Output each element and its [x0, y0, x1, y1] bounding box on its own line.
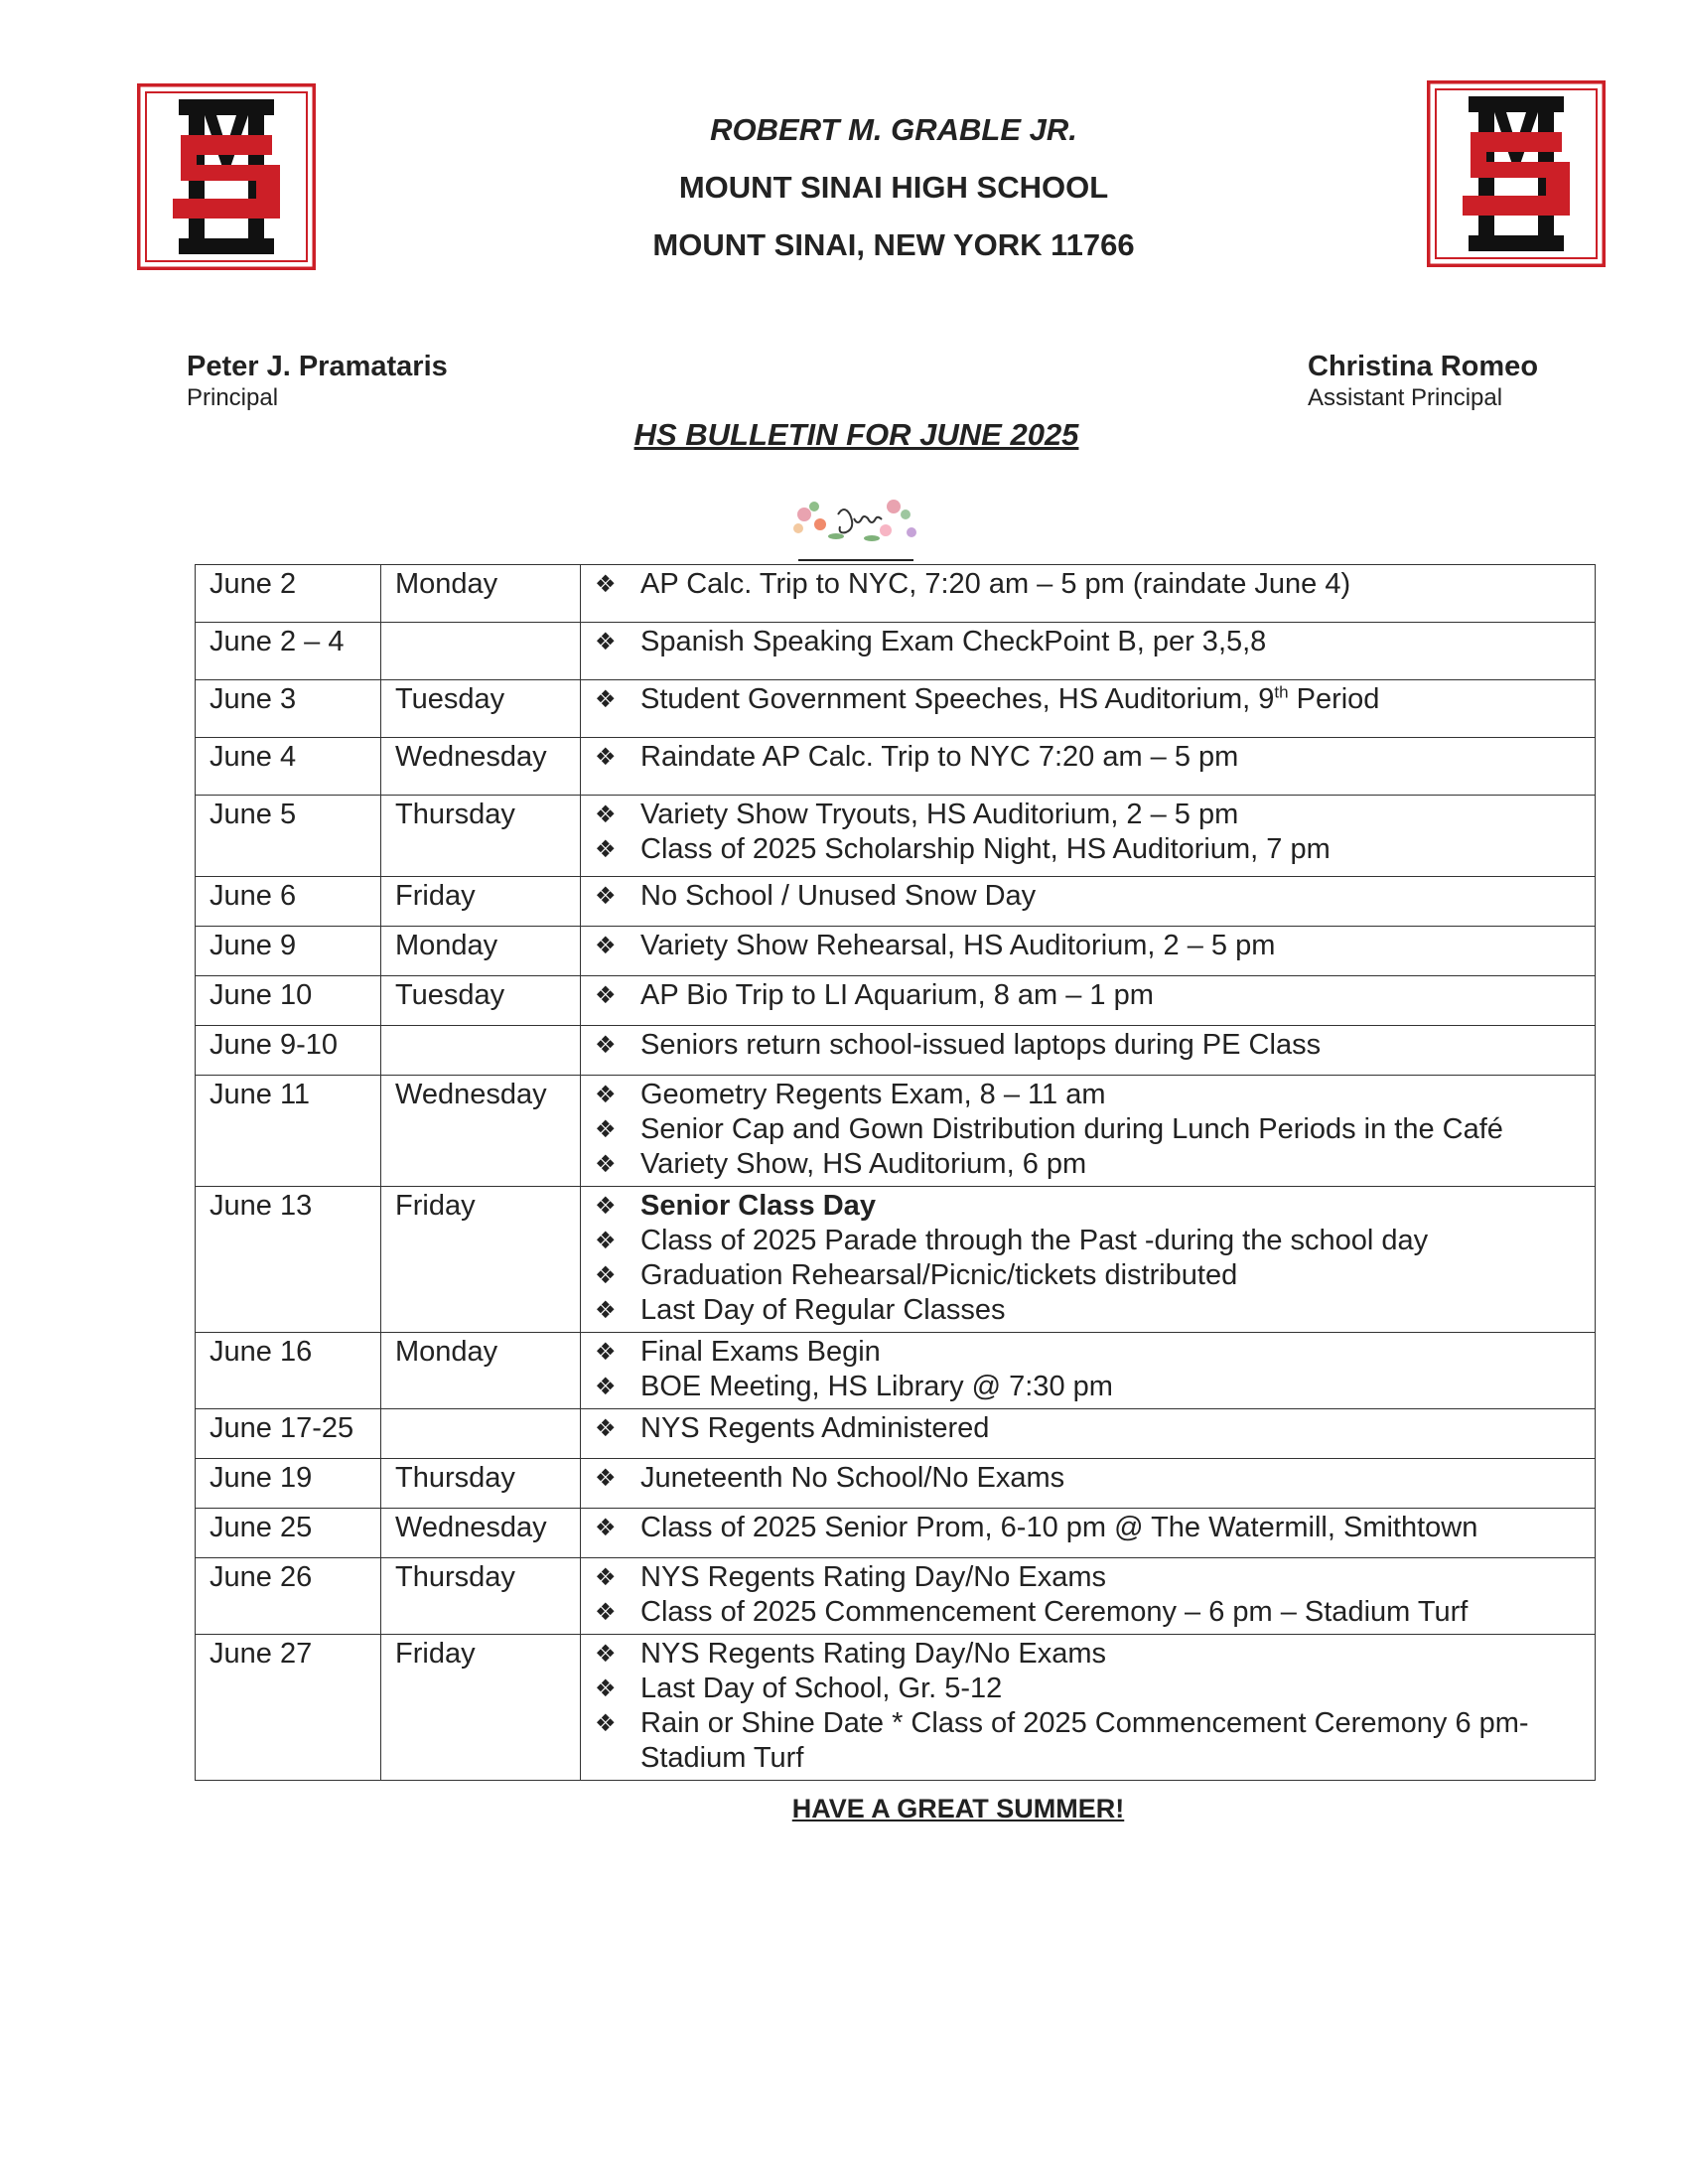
- event-day: [381, 1026, 581, 1076]
- event-day: Wednesday: [381, 1076, 581, 1187]
- diamond-bullet-icon: ❖: [595, 629, 617, 655]
- footer-message: HAVE A GREAT SUMMER!: [791, 1794, 1125, 1823]
- bulletin-title: HS BULLETIN FOR JUNE 2025: [633, 417, 1079, 452]
- event-date: June 19: [196, 1459, 381, 1509]
- event-list: [595, 625, 1581, 659]
- event-item: [595, 740, 1581, 775]
- event-list: [595, 879, 1581, 914]
- event-day: [381, 623, 581, 680]
- event-item: [595, 1511, 1581, 1545]
- diamond-bullet-icon: ❖: [595, 1151, 617, 1178]
- principal-name: Peter J. Pramataris: [187, 351, 448, 382]
- event-text: NYS Regents Administered: [640, 1412, 990, 1444]
- event-item: [595, 1560, 1581, 1595]
- event-list: [595, 1028, 1581, 1063]
- event-list-cell: [581, 976, 1596, 1026]
- event-item: [595, 1147, 1581, 1182]
- event-text: BOE Meeting, HS Library @ 7:30 pm: [640, 1371, 1113, 1402]
- diamond-bullet-icon: ❖: [595, 883, 617, 910]
- event-list-cell: [581, 1635, 1596, 1781]
- diamond-bullet-icon: ❖: [595, 1297, 617, 1324]
- event-list: [595, 798, 1581, 867]
- event-list: [595, 978, 1581, 1013]
- diamond-bullet-icon: ❖: [595, 1515, 617, 1541]
- ms-school-logo-icon: [137, 83, 316, 270]
- table-row: [196, 1333, 1596, 1409]
- table-row: [196, 877, 1596, 927]
- table-row: [196, 623, 1596, 680]
- diamond-bullet-icon: ❖: [595, 1262, 617, 1289]
- event-item: [595, 879, 1581, 914]
- event-text: Class of 2025 Scholarship Night, HS Auditorium, 7 pm: [640, 833, 1331, 865]
- event-day: Tuesday: [381, 680, 581, 738]
- event-date: June 6: [196, 877, 381, 927]
- event-text: Geometry Regents Exam, 8 – 11 am: [640, 1079, 1106, 1110]
- event-day: Thursday: [381, 1459, 581, 1509]
- event-list-cell: [581, 877, 1596, 927]
- event-list-cell: [581, 927, 1596, 976]
- event-list: [595, 1560, 1581, 1630]
- event-list-cell: [581, 1026, 1596, 1076]
- diamond-bullet-icon: ❖: [595, 1415, 617, 1442]
- header-line-1: ROBERT M. GRABLE JR.: [710, 112, 1077, 147]
- table-row: [196, 796, 1596, 877]
- event-date: June 13: [196, 1187, 381, 1333]
- event-day: Monday: [381, 1333, 581, 1409]
- diamond-bullet-icon: ❖: [595, 1082, 617, 1108]
- event-date: June 25: [196, 1509, 381, 1558]
- event-list: [595, 740, 1581, 775]
- event-item: [595, 1028, 1581, 1063]
- event-date: June 5: [196, 796, 381, 877]
- diamond-bullet-icon: ❖: [595, 982, 617, 1009]
- event-list: [595, 1511, 1581, 1545]
- event-day: Friday: [381, 1635, 581, 1781]
- event-item: [595, 625, 1581, 659]
- event-item: [595, 1224, 1581, 1258]
- event-text: Raindate AP Calc. Trip to NYC 7:20 am – 5 pm: [640, 741, 1239, 773]
- events-table: [195, 564, 1596, 1781]
- diamond-bullet-icon: ❖: [595, 1339, 617, 1366]
- diamond-bullet-icon: ❖: [595, 836, 617, 863]
- event-date: June 16: [196, 1333, 381, 1409]
- event-date: June 26: [196, 1558, 381, 1635]
- event-date: June 9: [196, 927, 381, 976]
- table-row: [196, 738, 1596, 796]
- diamond-bullet-icon: ❖: [595, 1374, 617, 1400]
- event-day: Friday: [381, 1187, 581, 1333]
- event-date: June 2 – 4: [196, 623, 381, 680]
- assistant-principal-role: Assistant Principal: [1308, 384, 1503, 411]
- table-row: [196, 1635, 1596, 1781]
- event-item: [595, 1370, 1581, 1404]
- event-list-cell: [581, 1333, 1596, 1409]
- event-text: No School / Unused Snow Day: [640, 880, 1037, 912]
- table-row: [196, 927, 1596, 976]
- event-date: June 17-25: [196, 1409, 381, 1459]
- diamond-bullet-icon: ❖: [595, 1116, 617, 1143]
- event-list: [595, 929, 1581, 963]
- event-text: Senior Cap and Gown Distribution during Lunch Periods in the Café: [640, 1113, 1503, 1145]
- event-item: [595, 978, 1581, 1013]
- event-list: [595, 1078, 1581, 1182]
- event-list: [595, 1411, 1581, 1446]
- hello-june-floral-icon: [776, 485, 935, 562]
- event-date: June 4: [196, 738, 381, 796]
- event-date: June 27: [196, 1635, 381, 1781]
- table-row: [196, 565, 1596, 623]
- event-day: Tuesday: [381, 976, 581, 1026]
- event-list-cell: [581, 623, 1596, 680]
- event-day: Thursday: [381, 796, 581, 877]
- diamond-bullet-icon: ❖: [595, 686, 617, 713]
- event-day: Monday: [381, 927, 581, 976]
- event-list-cell: [581, 738, 1596, 796]
- header-line-3: MOUNT SINAI, NEW YORK 11766: [652, 227, 1135, 262]
- event-list: [595, 1637, 1581, 1776]
- event-item: [595, 682, 1581, 717]
- event-date: June 11: [196, 1076, 381, 1187]
- table-row: [196, 1409, 1596, 1459]
- diamond-bullet-icon: ❖: [595, 1228, 617, 1254]
- event-day: Monday: [381, 565, 581, 623]
- diamond-bullet-icon: ❖: [595, 571, 617, 598]
- event-list-cell: [581, 1409, 1596, 1459]
- event-item: [595, 1258, 1581, 1293]
- event-text: NYS Regents Rating Day/No Exams: [640, 1561, 1107, 1593]
- table-row: [196, 1187, 1596, 1333]
- diamond-bullet-icon: ❖: [595, 1564, 617, 1591]
- event-date: June 3: [196, 680, 381, 738]
- event-item: [595, 929, 1581, 963]
- school-header: [556, 101, 1231, 274]
- event-item: [595, 1461, 1581, 1496]
- table-row: [196, 1076, 1596, 1187]
- event-text: Spanish Speaking Exam CheckPoint B, per 3,5,8: [640, 626, 1267, 657]
- event-item: [595, 567, 1581, 602]
- event-item: [595, 1335, 1581, 1370]
- diamond-bullet-icon: ❖: [595, 1193, 617, 1220]
- event-list-cell: [581, 796, 1596, 877]
- event-list-cell: [581, 680, 1596, 738]
- event-text: Last Day of School, Gr. 5-12: [640, 1673, 1003, 1704]
- event-list-cell: [581, 1459, 1596, 1509]
- diamond-bullet-icon: ❖: [595, 1710, 617, 1737]
- event-item: [595, 1595, 1581, 1630]
- event-item: [595, 1411, 1581, 1446]
- event-text: Student Government Speeches, HS Auditorium, 9th Period: [640, 682, 1380, 715]
- event-text: Rain or Shine Date * Class of 2025 Commencement Ceremony 6 pm-Stadium Turf: [640, 1707, 1529, 1774]
- event-item: [595, 1706, 1581, 1776]
- event-item: [595, 1293, 1581, 1328]
- diamond-bullet-icon: ❖: [595, 1465, 617, 1492]
- assistant-principal-block: [1308, 350, 1538, 413]
- event-date: June 2: [196, 565, 381, 623]
- principal-role: Principal: [187, 384, 279, 411]
- principal-block: [187, 350, 448, 413]
- event-list: [595, 1189, 1581, 1328]
- event-list-cell: [581, 1558, 1596, 1635]
- event-item: [595, 1672, 1581, 1706]
- table-row: [196, 680, 1596, 738]
- event-item: [595, 1637, 1581, 1672]
- event-day: Friday: [381, 877, 581, 927]
- event-text: Variety Show Tryouts, HS Auditorium, 2 – 5 pm: [640, 799, 1239, 830]
- event-text: AP Bio Trip to LI Aquarium, 8 am – 1 pm: [640, 979, 1154, 1011]
- diamond-bullet-icon: ❖: [595, 933, 617, 959]
- event-item: [595, 832, 1581, 867]
- header-line-2: MOUNT SINAI HIGH SCHOOL: [678, 170, 1109, 205]
- event-list: [595, 1461, 1581, 1496]
- event-day: Thursday: [381, 1558, 581, 1635]
- event-list-cell: [581, 1187, 1596, 1333]
- event-text: Variety Show Rehearsal, HS Auditorium, 2 – 5 pm: [640, 930, 1276, 961]
- event-item: [595, 1189, 1581, 1224]
- ms-school-logo-icon: [1427, 80, 1606, 267]
- event-list: [595, 682, 1581, 717]
- table-row: [196, 1509, 1596, 1558]
- event-list-cell: [581, 1509, 1596, 1558]
- event-text: Senior Class Day: [640, 1190, 876, 1222]
- event-text: Last Day of Regular Classes: [640, 1294, 1006, 1326]
- event-text: Variety Show, HS Auditorium, 6 pm: [640, 1148, 1087, 1180]
- event-text: NYS Regents Rating Day/No Exams: [640, 1638, 1107, 1670]
- table-row: [196, 1026, 1596, 1076]
- event-list-cell: [581, 565, 1596, 623]
- event-text: Seniors return school-issued laptops during PE Class: [640, 1029, 1322, 1061]
- event-text: Juneteenth No School/No Exams: [640, 1462, 1065, 1494]
- event-text: Class of 2025 Senior Prom, 6-10 pm @ The Watermill, Smithtown: [640, 1512, 1478, 1543]
- assistant-principal-name: Christina Romeo: [1308, 351, 1539, 382]
- events-table-body: [196, 565, 1596, 1781]
- table-row: [196, 976, 1596, 1026]
- diamond-bullet-icon: ❖: [595, 744, 617, 771]
- event-date: June 10: [196, 976, 381, 1026]
- event-text: Class of 2025 Commencement Ceremony – 6 pm – Stadium Turf: [640, 1596, 1469, 1628]
- event-day: [381, 1409, 581, 1459]
- event-day: Wednesday: [381, 1509, 581, 1558]
- event-date: June 9-10: [196, 1026, 381, 1076]
- diamond-bullet-icon: ❖: [595, 1032, 617, 1059]
- diamond-bullet-icon: ❖: [595, 1599, 617, 1626]
- event-list: [595, 567, 1581, 602]
- event-day: Wednesday: [381, 738, 581, 796]
- event-list: [595, 1335, 1581, 1404]
- event-item: [595, 1112, 1581, 1147]
- event-list-cell: [581, 1076, 1596, 1187]
- diamond-bullet-icon: ❖: [595, 801, 617, 828]
- diamond-bullet-icon: ❖: [595, 1675, 617, 1702]
- diamond-bullet-icon: ❖: [595, 1641, 617, 1668]
- event-text: Class of 2025 Parade through the Past -during the school day: [640, 1225, 1429, 1256]
- event-text: Graduation Rehearsal/Picnic/tickets distributed: [640, 1259, 1238, 1291]
- event-item: [595, 798, 1581, 832]
- event-text: AP Calc. Trip to NYC, 7:20 am – 5 pm (raindate June 4): [640, 568, 1351, 600]
- table-row: [196, 1459, 1596, 1509]
- table-row: [196, 1558, 1596, 1635]
- event-item: [595, 1078, 1581, 1112]
- event-text: Final Exams Begin: [640, 1336, 881, 1368]
